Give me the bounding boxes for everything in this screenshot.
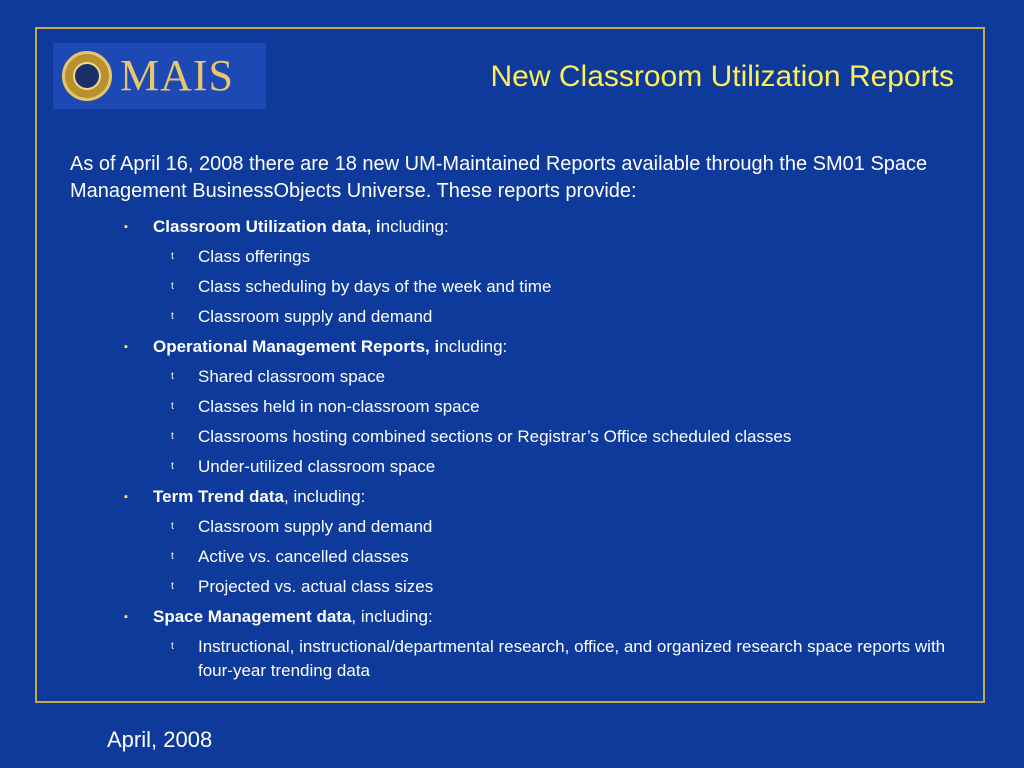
sub-bullet-icon: t: [171, 251, 174, 262]
section-heading: [0, 212, 1024, 242]
section-heading: [0, 602, 1024, 632]
list-item: [0, 572, 958, 602]
section-title: Operational Management Reports, i: [153, 337, 440, 356]
list-item: [0, 242, 958, 272]
sub-bullet-icon: t: [171, 311, 174, 322]
section-title: Term Trend data: [153, 487, 284, 506]
list-item: [0, 302, 958, 332]
list-item: [0, 632, 958, 686]
footer-date: April, 2008: [107, 727, 213, 752]
list-item-text: Classrooms hosting combined sections or Registrar’s Office scheduled classes: [198, 427, 792, 446]
section-suffix: ncluding:: [380, 217, 449, 236]
sub-bullet-icon: t: [171, 641, 174, 652]
list-item: [0, 362, 958, 392]
list-item-text: Active vs. cancelled classes: [198, 547, 409, 566]
report-sections: [0, 212, 1024, 686]
mais-logo: [53, 43, 266, 109]
square-bullet-icon: ▪: [124, 491, 128, 503]
page-title: New Classroom Utilization Reports: [490, 60, 954, 93]
section-suffix: ncluding:: [439, 337, 508, 356]
square-bullet-icon: ▪: [124, 341, 128, 353]
list-item-text: Instructional, instructional/departmental research, office, and organized research space reports with four-year trending data: [198, 637, 946, 680]
list-item: [0, 272, 958, 302]
list-item-text: Shared classroom space: [198, 367, 386, 386]
list-item-text: Classes held in non-classroom space: [198, 397, 480, 416]
square-bullet-icon: ▪: [124, 611, 128, 623]
section-title: Classroom Utilization data, i: [153, 217, 381, 236]
list-item: [0, 392, 958, 422]
list-item: [0, 452, 958, 482]
section-title: Space Management data: [153, 607, 352, 626]
sub-bullet-icon: t: [171, 551, 174, 562]
list-item-text: Projected vs. actual class sizes: [198, 577, 434, 596]
square-bullet-icon: ▪: [124, 221, 128, 233]
section-suffix: , including:: [284, 487, 366, 506]
list-item-text: Classroom supply and demand: [198, 307, 433, 326]
section-heading: [0, 332, 1024, 362]
sub-bullet-icon: t: [171, 521, 174, 532]
sub-bullet-icon: t: [171, 431, 174, 442]
list-item: [0, 512, 958, 542]
list-item-text: Class scheduling by days of the week and time: [198, 277, 552, 296]
list-item: [0, 422, 958, 452]
sub-bullet-icon: t: [171, 461, 174, 472]
sub-bullet-icon: t: [171, 401, 174, 412]
section-suffix: , including:: [351, 607, 433, 626]
logo-text: MAIS: [120, 51, 235, 100]
sub-bullet-icon: t: [171, 581, 174, 592]
list-item-text: Class offerings: [198, 247, 311, 266]
sub-bullet-icon: t: [171, 371, 174, 382]
list-item-text: Classroom supply and demand: [198, 517, 433, 536]
list-item: [0, 542, 958, 572]
sub-bullet-icon: t: [171, 281, 174, 292]
list-item-text: Under-utilized classroom space: [198, 457, 436, 476]
section-heading: [0, 482, 1024, 512]
university-seal-icon: [62, 51, 112, 101]
intro-paragraph: As of April 16, 2008 there are 18 new UM-Maintained Reports available through the SM01 Space Management BusinessObjects Universe. These reports provide:: [70, 153, 928, 202]
